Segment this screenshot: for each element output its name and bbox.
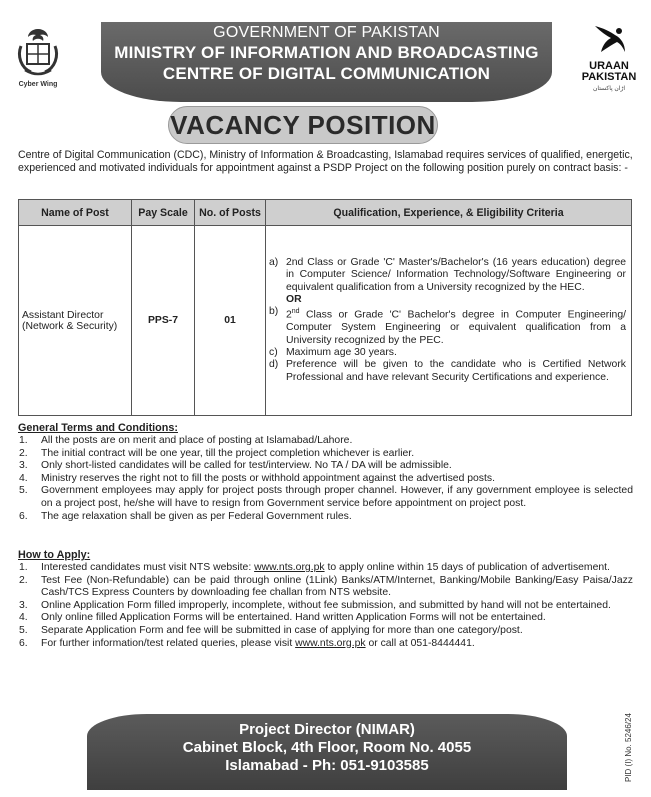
pay-scale-cell: PPS-7: [132, 226, 195, 416]
criteria-text: Preference will be given to the candidate who is Certified Network Professional and have relevant Security Certifications and experience.: [286, 359, 626, 383]
list-item: [18, 600, 633, 613]
criteria-mark: b): [269, 306, 279, 318]
criteria-mark: a): [269, 256, 279, 268]
list-item: [18, 612, 633, 625]
table-row: [19, 226, 632, 416]
item-text: The age relaxation shall be given as per Federal Government rules.: [41, 510, 352, 522]
list-item: [18, 448, 633, 461]
apply-list: [18, 562, 633, 650]
item-text: For further information/test related queries, please visit: [41, 637, 296, 649]
list-item: [18, 638, 633, 651]
criteria-text: Maximum age 30 years.: [286, 347, 397, 359]
header-line-ministry: MINISTRY OF INFORMATION AND BROADCASTING: [114, 43, 539, 62]
posts-count-cell: 01: [195, 226, 266, 416]
item-number: 6.: [19, 510, 28, 522]
list-item: [18, 562, 633, 575]
item-number: 3.: [19, 599, 28, 611]
criteria-mark: d): [269, 359, 279, 371]
criteria-item: [269, 257, 626, 294]
list-item: [18, 625, 633, 638]
criteria-text: Class or Grade 'C' Bachelor's degree in Computer Engineering/ Computer System Engineering or equivalent qualification from a University recognized by the PEC.: [286, 309, 626, 346]
nts-website-link[interactable]: www.nts.org.pk: [254, 562, 325, 573]
footer-line-phone: Islamabad - Ph: 051-9103585: [225, 757, 429, 774]
terms-title: General Terms and Conditions:: [18, 422, 178, 434]
table-header-row: [19, 200, 632, 226]
item-text: Only online filled Application Forms will be entertained. Hand written Application Forms will not be entertained.: [41, 612, 546, 624]
terms-section: [18, 422, 633, 523]
footer-contact-banner: [87, 714, 567, 790]
right-logo-line2: PAKISTAN: [581, 71, 637, 83]
list-item: [18, 473, 633, 486]
vacancy-table: [18, 199, 632, 416]
footer-line-address: Cabinet Block, 4th Floor, Room No. 4055: [182, 739, 472, 756]
item-text: Ministry reserves the right not to fill the posts or withhold appointment against the advertised posts.: [41, 472, 495, 484]
item-text: to apply online within 15 days of publication of advertisement.: [324, 562, 610, 573]
criteria-text-sup: nd: [291, 308, 300, 316]
criteria-list: [269, 254, 628, 388]
nts-website-link[interactable]: www.nts.org.pk: [295, 637, 366, 649]
uraan-pakistan-logo: [576, 22, 642, 94]
item-number: 4.: [19, 612, 28, 624]
terms-list: [18, 435, 633, 523]
header-banner: [101, 22, 552, 102]
criteria-mark: c): [269, 347, 278, 359]
list-item: [18, 460, 633, 473]
item-number: 3.: [19, 460, 28, 472]
item-number: 5.: [19, 624, 28, 636]
page-title: VACANCY POSITION: [168, 106, 438, 144]
list-item: [18, 511, 633, 524]
item-number: 2.: [19, 447, 28, 459]
item-text: Interested candidates must visit NTS website:: [41, 562, 255, 573]
footer-line-director: Project Director (NIMAR): [239, 721, 415, 738]
criteria-or-label: OR: [286, 293, 302, 305]
pid-number: PID (I) No. 5246/24: [624, 713, 633, 783]
list-item: [18, 575, 633, 600]
apply-section: [18, 549, 633, 650]
cyber-wing-logo: [10, 26, 66, 92]
item-number: 5.: [19, 485, 28, 497]
column-header-post: Name of Post: [19, 200, 132, 226]
item-text: Test Fee (Non-Refundable) can be paid through online (1Link) Banks/ATM/Internet, Banking/Mobile Banking/Easy Paisa/Jazz Cash/TCS Express Counters by downloading fee challan from NTS website.: [41, 574, 633, 599]
criteria-text: 2nd Class or Grade 'C' Master's/Bachelor's (16 years education) degree in Computer Science/ Information Technology/Software Engineering or equivalent qualification from a University recognized by the HEC.: [286, 256, 626, 293]
item-text: Online Application Form filled improperly, incomplete, without fee submission, and submitted by hand will not be entertained.: [41, 599, 611, 611]
item-text: All the posts are on merit and place of posting at Islamabad/Lahore.: [41, 435, 353, 446]
criteria-item: [269, 359, 626, 384]
column-header-pay-scale: Pay Scale: [132, 200, 195, 226]
header-line-centre: CENTRE OF DIGITAL COMMUNICATION: [162, 64, 491, 83]
state-emblem-icon: [13, 26, 63, 80]
column-header-criteria: Qualification, Experience, & Eligibility Criteria: [266, 200, 632, 226]
list-item: [18, 435, 633, 448]
column-header-posts: No. of Posts: [195, 200, 266, 226]
right-logo-line1: URAAN: [589, 60, 629, 72]
item-text: The initial contract will be one year, till the project completion whichever is earlier.: [41, 447, 415, 459]
header-line-government: GOVERNMENT OF PAKISTAN: [213, 24, 440, 41]
criteria-item: [269, 347, 626, 359]
post-name-cell: Assistant Director (Network & Security): [19, 226, 132, 416]
item-text: Only short-listed candidates will be called for test/interview. No TA / DA will be admissible.: [41, 460, 452, 472]
item-text: Separate Application Form and fee will be submitted in case of applying for more than one category/post.: [41, 624, 523, 636]
item-text: or call at 051-8444441.: [365, 637, 475, 649]
item-number: 6.: [19, 637, 28, 649]
bird-icon: [589, 22, 629, 56]
item-number: 4.: [19, 472, 28, 484]
left-logo-caption: Cyber Wing: [18, 81, 58, 88]
criteria-cell: [266, 226, 632, 416]
item-number: 1.: [19, 562, 28, 573]
criteria-text-pre: 2: [286, 309, 292, 321]
item-number: 2.: [19, 574, 28, 586]
intro-paragraph: Centre of Digital Communication (CDC), Ministry of Information & Broadcasting, Islamabad requires services of qualified, energetic, experienced and motivated individuals for appointment against a PSDP Project on the following position purely on contract basis: -: [18, 149, 633, 174]
right-logo-urdu: اڑان پاکستان: [592, 86, 626, 92]
list-item: [18, 485, 633, 510]
apply-title: How to Apply:: [18, 549, 91, 561]
item-text: Government employees may apply for project posts through proper channel. However, if any government employee is selected on a project post, he/she will have to resign from Government service before appointment on project post.: [41, 485, 633, 509]
criteria-item: [269, 306, 626, 347]
item-number: 1.: [19, 435, 28, 446]
